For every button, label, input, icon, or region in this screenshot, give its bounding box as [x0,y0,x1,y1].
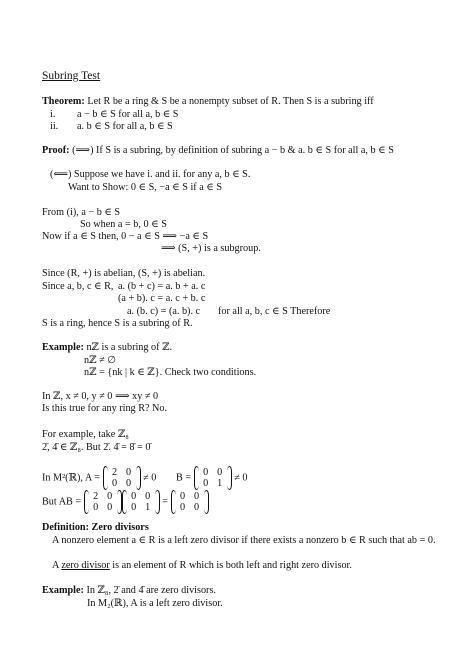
proof-forward [42,145,394,157]
matrix-bracket-right [227,466,232,490]
matrix-cell: 0 [194,491,200,502]
matrix-cell: 2 [93,491,99,502]
matrix-cell: 0 [107,491,113,502]
def2-post: is an element of R which is both left and right zero divisor. [109,560,352,571]
proof-abelian: Since (R, +) is abelian, (S, +) is abelian. [42,268,206,279]
definition-line2 [52,560,352,572]
matrix-cell: 1 [145,502,151,513]
matrix-cell: 0 [131,491,137,502]
matrix-cell: 0 [131,502,137,513]
item-text: a. b ∈ S for all a, b ∈ S [77,121,173,132]
but-ab-text: But AB = [42,496,82,508]
matrix-cell: 0 [194,502,200,513]
matrix-cell: 0 [203,478,209,489]
theorem-item-2 [50,121,173,133]
matrix-product-line [42,490,209,514]
matrix-cell: 0 [203,467,209,478]
theorem-text: Let R be a ring & S be a nonempty subset of R. Then S is a subring iff [87,96,374,107]
matrix-cell: 0 [112,478,118,489]
example2-text: In ℤ₈, 2̄ and 4̄ are zero divisors. [86,585,216,596]
proof-now-if: Now if a ∈ S then, 0 − a ∈ S ⟹ −a ∈ S [42,231,209,242]
matrix-a [89,491,117,513]
proof-dist2: (a + b). c = a. c + b. c [118,293,206,304]
def2-pre: A [52,560,62,571]
theorem-line [42,96,374,108]
matrix-cell: 0 [180,502,186,513]
example-label: Example: [42,342,84,353]
zero-question-2: Is this true for any ring R? No. [42,403,168,414]
matrix-b [199,467,227,489]
in-m2-text: In M²(ℝ), A = [42,472,101,484]
proof-so-when: So when a = b, 0 ∈ S [80,219,167,230]
item-num: i. [50,109,56,120]
matrix-b [127,491,155,513]
matrix-bracket-right [204,490,209,514]
proof-backward: (⟸) Suppose we have i. and ii. for any a, b ∈ S. [50,169,251,180]
example-label: Example: [42,585,84,596]
theorem-label: Theorem: [42,96,85,107]
matrix-bracket-right [155,490,160,514]
theorem-item-1 [50,109,178,121]
matrix-a-line [42,466,156,490]
zero-question-1: In ℤ, x ≠ 0, y ≠ 0 ⟹ xy ≠ 0 [42,391,159,402]
matrix-b-line [176,466,247,490]
definition-heading: Definition: Zero divisors [42,522,149,533]
proof-label: Proof: [42,145,70,156]
example1-line3: nℤ = {nk | k ∈ ℤ}. Check two conditions. [84,367,257,378]
page-title: Subring Test [42,70,101,82]
item-num: ii. [50,121,59,132]
definition-line1: A nonzero element a ∈ R is a left zero divisor if there exists a nonzero b ∈ R such that ab = 0. [52,535,436,546]
proof-dist1: a. (b + c) = a. b + a. c [118,281,206,292]
b-label: B = [176,472,192,484]
example1-line2: nℤ ≠ ∅ [84,355,117,366]
example2-line1 [42,585,216,597]
z8-line1: For example, take ℤ₈ [42,429,129,440]
matrix-cell: 0 [217,467,223,478]
proof-assoc: a. (b. c) = (a. b). c [127,306,201,317]
item-text: a − b ∈ S for all a, b ∈ S [77,109,179,120]
matrix-zero [176,491,204,513]
proof-subgroup: ⟹ (S, +) is a subgroup. [161,243,261,254]
matrix-cell: 0 [93,502,99,513]
example1-text: nℤ is a subring of ℤ. [86,342,173,353]
matrix-bracket-right [136,466,141,490]
matrix-cell: 0 [107,502,113,513]
matrix-cell: 2 [112,467,118,478]
matrix-a [108,467,136,489]
example1-line1 [42,342,172,354]
matrix-cell: 0 [180,491,186,502]
example2-line2: In M₂(ℝ), A is a left zero divisor. [87,598,223,609]
matrix-cell: 0 [126,478,132,489]
proof-from-i: From (i), a − b ∈ S [42,207,121,218]
proof-conclusion: S is a ring, hence S is a subring of R. [42,318,193,329]
matrix-cell: 0 [145,491,151,502]
proof-forall: for all a, b, c ∈ S Therefore [218,306,331,317]
matrix-bracket-right [117,490,122,514]
neq-zero: ≠ 0 [234,472,248,484]
zero-divisor-term: zero divisor [61,560,110,571]
proof-forward-text: (⟹) If S is a subring, by definition of subring a − b & a. b ∈ S for all a, b ∈ S [72,145,394,156]
proof-since-abc: Since a, b, c ∈ R, [42,281,114,292]
matrix-cell: 1 [217,478,223,489]
equals-sign: = [162,496,168,508]
proof-want: Want to Show: 0 ∈ S, −a ∈ S if a ∈ S [68,182,223,193]
matrix-cell: 0 [126,467,132,478]
neq-zero: ≠ 0 [143,472,157,484]
z8-line2: 2̄, 4̄ ∈ ℤ₈. But 2̄. 4̄ = 8̄ = 0̄ [42,442,151,453]
